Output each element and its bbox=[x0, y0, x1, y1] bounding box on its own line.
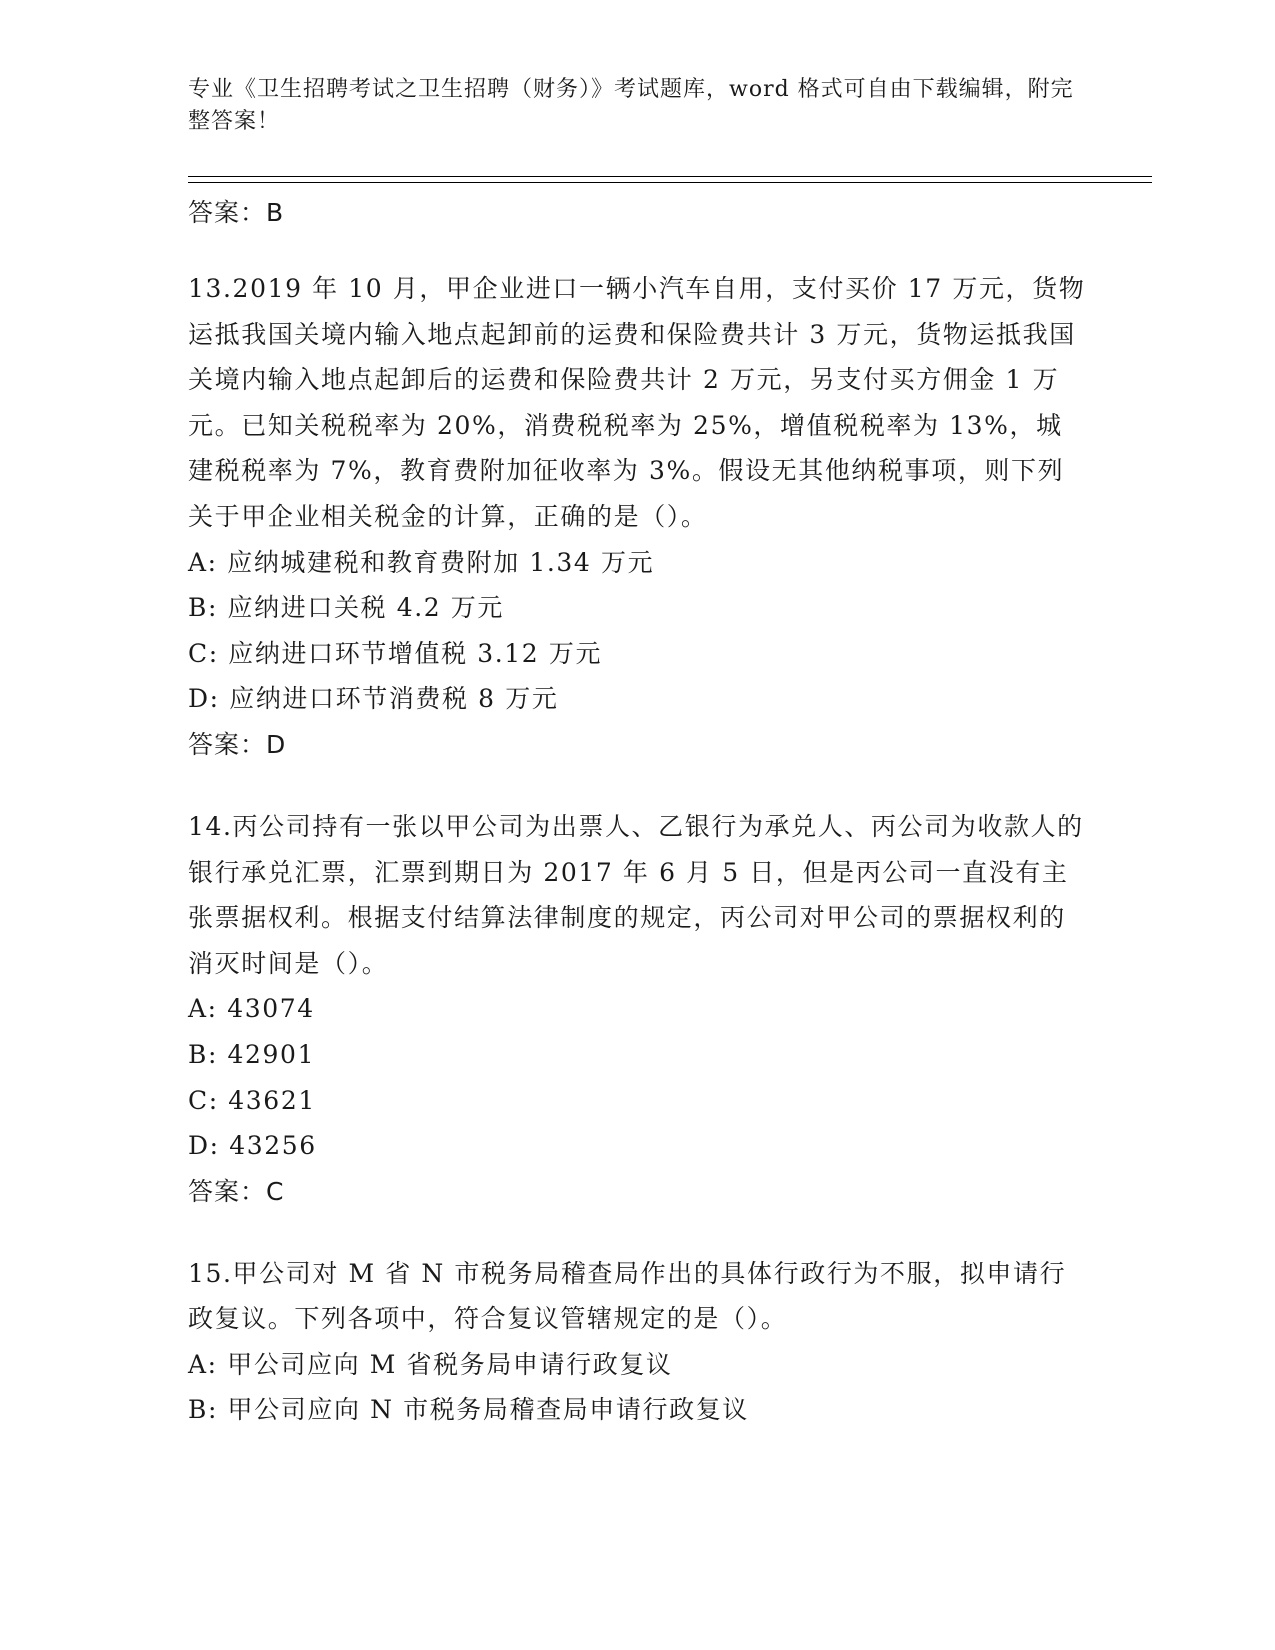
question-list bbox=[188, 190, 1088, 1433]
option-a: A: 应纳城建税和教育费附加 1.34 万元 bbox=[188, 547, 655, 577]
option-b: B: 42901 bbox=[188, 1039, 316, 1069]
question-15 bbox=[188, 1251, 1088, 1433]
answer-label: 答案：D bbox=[188, 729, 287, 759]
answer-label: 答案：C bbox=[188, 1176, 285, 1206]
answer-label: 答案：B bbox=[188, 198, 285, 227]
header-text: 专业《卫生招聘考试之卫生招聘（财务）》考试题库，word 格式可自由下载编辑，附完整答案！ bbox=[188, 77, 1074, 134]
question-text: 15.甲公司对 M 省 N 市税务局稽查局作出的具体行政行为不服，拟申请行政复议。下列各项中，符合复议管辖规定的是（）。 bbox=[188, 1258, 1067, 1334]
option-c: C: 43621 bbox=[188, 1085, 316, 1115]
option-d: D: 43256 bbox=[188, 1131, 317, 1161]
header-rule-top bbox=[188, 176, 1152, 177]
spacer bbox=[188, 236, 1088, 266]
question-text: 13.2019 年 10 月，甲企业进口一辆小汽车自用，支付买价 17 万元，货物运抵我国关境内输入地点起卸前的运费和保险费共计 3 万元，货物运抵我国关境内输入地点起卸后的运费和保险费共计 2 万元，另支付买方佣金 1 万元。已知关税税率为 20%，消费税税率为 25%，增值税税率为 13%，城建税税率为 7%，教育费附加征收率为 3%。假设无其他纳税事项，则下列关于甲企业相关税金的计算，正确的是（）。 bbox=[188, 274, 1086, 531]
spacer bbox=[188, 768, 1088, 804]
option-d: D: 应纳进口环节消费税 8 万元 bbox=[188, 684, 559, 714]
document-header bbox=[188, 74, 1088, 138]
spacer bbox=[188, 1215, 1088, 1251]
option-c: C: 应纳进口环节增值税 3.12 万元 bbox=[188, 638, 603, 668]
option-b: B: 应纳进口关税 4.2 万元 bbox=[188, 593, 504, 623]
question-13 bbox=[188, 266, 1088, 768]
question-text: 14.丙公司持有一张以甲公司为出票人、乙银行为承兑人、丙公司为收款人的银行承兑汇票，汇票到期日为 2017 年 6 月 5 日，但是丙公司一直没有主张票据权利。根据支付结算法律制度的规定，丙公司对甲公司的票据权利的消灭时间是（）。 bbox=[188, 811, 1084, 978]
option-a: A: 甲公司应向 M 省税务局申请行政复议 bbox=[188, 1349, 673, 1379]
option-b: B: 甲公司应向 N 市税务局稽查局申请行政复议 bbox=[188, 1395, 749, 1425]
question-14 bbox=[188, 804, 1088, 1215]
header-rule-bottom bbox=[188, 182, 1152, 183]
option-a: A: 43074 bbox=[188, 994, 315, 1024]
